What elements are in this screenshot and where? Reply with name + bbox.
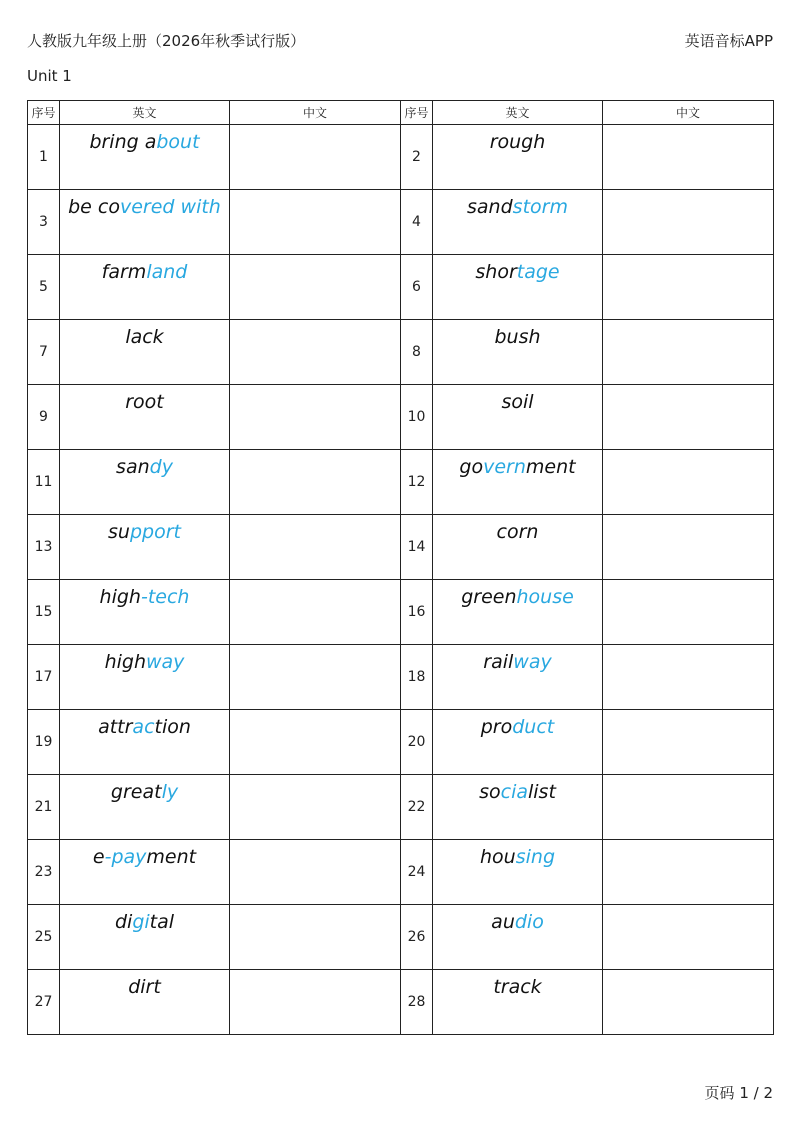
row-number: 2 [401, 125, 433, 190]
english-word-cell [60, 775, 230, 840]
table-row [28, 125, 774, 190]
english-word [433, 775, 602, 803]
header-chinese: 中文 [230, 101, 401, 125]
table-row [28, 905, 774, 970]
table-row [28, 645, 774, 710]
header-num: 序号 [28, 101, 60, 125]
word-segment-highlighted: duct [512, 716, 555, 738]
chinese-answer-cell[interactable] [603, 580, 774, 645]
row-number: 20 [401, 710, 433, 775]
row-number: 4 [401, 190, 433, 255]
table-row [28, 190, 774, 255]
word-segment: high [99, 586, 141, 608]
english-word [433, 905, 602, 933]
word-segment-highlighted: tage [516, 261, 560, 283]
row-number: 22 [401, 775, 433, 840]
unit-label: Unit 1 [27, 67, 72, 85]
english-word-cell [433, 775, 603, 840]
chinese-answer-cell[interactable] [230, 255, 401, 320]
word-segment: hou [480, 846, 516, 868]
word-segment-highlighted: way [146, 651, 185, 673]
english-word [60, 775, 229, 803]
english-word [60, 645, 229, 673]
row-number: 18 [401, 645, 433, 710]
english-word-cell [433, 645, 603, 710]
row-number: 10 [401, 385, 433, 450]
english-word [433, 840, 602, 868]
row-number: 25 [28, 905, 60, 970]
english-word-cell [433, 320, 603, 385]
chinese-answer-cell[interactable] [603, 255, 774, 320]
chinese-answer-cell[interactable] [230, 125, 401, 190]
english-word [60, 515, 229, 543]
row-number: 9 [28, 385, 60, 450]
row-number: 19 [28, 710, 60, 775]
english-word-cell [60, 450, 230, 515]
word-segment: track [493, 976, 542, 998]
english-word-cell [60, 645, 230, 710]
row-number: 11 [28, 450, 60, 515]
chinese-answer-cell[interactable] [603, 190, 774, 255]
english-word [60, 840, 229, 868]
word-segment: bring a [89, 131, 157, 153]
word-segment: ment [146, 846, 197, 868]
row-number: 7 [28, 320, 60, 385]
english-word [433, 450, 602, 478]
word-segment: green [461, 586, 517, 608]
english-word-cell [433, 450, 603, 515]
word-segment-highlighted: ac [132, 716, 155, 738]
header-chinese: 中文 [603, 101, 774, 125]
word-segment-highlighted: vern [483, 456, 526, 478]
english-word [433, 710, 602, 738]
row-number: 12 [401, 450, 433, 515]
word-segment: bush [494, 326, 541, 348]
word-segment: high [104, 651, 146, 673]
word-segment: go [459, 456, 484, 478]
chinese-answer-cell[interactable] [230, 580, 401, 645]
table-row [28, 710, 774, 775]
row-number: 16 [401, 580, 433, 645]
chinese-answer-cell[interactable] [603, 970, 774, 1035]
word-segment-highlighted: bout [156, 131, 200, 153]
chinese-answer-cell[interactable] [230, 840, 401, 905]
word-segment-highlighted: ly [161, 781, 179, 803]
chinese-answer-cell[interactable] [230, 970, 401, 1035]
word-segment-highlighted: pport [129, 521, 181, 543]
english-word [60, 190, 229, 218]
word-segment-highlighted: land [146, 261, 188, 283]
word-segment: farm [101, 261, 147, 283]
chinese-answer-cell[interactable] [230, 905, 401, 970]
chinese-answer-cell[interactable] [230, 190, 401, 255]
chinese-answer-cell[interactable] [603, 905, 774, 970]
row-number: 6 [401, 255, 433, 320]
word-segment-highlighted: dy [149, 456, 173, 478]
table-row [28, 450, 774, 515]
chinese-answer-cell[interactable] [230, 320, 401, 385]
english-word [60, 450, 229, 478]
word-segment-highlighted: cia [500, 781, 528, 803]
word-segment: tal [149, 911, 175, 933]
word-segment: san [116, 456, 150, 478]
table-body [28, 125, 774, 1035]
english-word [60, 905, 229, 933]
english-word [60, 320, 229, 348]
table-row [28, 970, 774, 1035]
word-segment: corn [496, 521, 539, 543]
word-segment: shor [475, 261, 517, 283]
row-number: 24 [401, 840, 433, 905]
word-segment: dirt [128, 976, 161, 998]
vocabulary-table [27, 100, 774, 1035]
chinese-answer-cell[interactable] [603, 515, 774, 580]
english-word-cell [60, 710, 230, 775]
table-row [28, 775, 774, 840]
english-word [433, 580, 602, 608]
word-segment: e [92, 846, 105, 868]
chinese-answer-cell[interactable] [603, 710, 774, 775]
word-segment: be co [68, 196, 120, 218]
word-segment-highlighted: dio [514, 911, 544, 933]
english-word [433, 125, 602, 153]
word-segment: su [108, 521, 130, 543]
word-segment: root [125, 391, 164, 413]
english-word-cell [60, 905, 230, 970]
row-number: 28 [401, 970, 433, 1035]
word-segment: soil [501, 391, 534, 413]
chinese-answer-cell[interactable] [603, 450, 774, 515]
row-number: 15 [28, 580, 60, 645]
row-number: 27 [28, 970, 60, 1035]
header-english: 英文 [433, 101, 603, 125]
chinese-answer-cell[interactable] [230, 710, 401, 775]
english-word [433, 320, 602, 348]
chinese-answer-cell[interactable] [230, 775, 401, 840]
document-title: 人教版九年级上册（2026年秋季试行版） [27, 32, 306, 50]
english-word-cell [60, 125, 230, 190]
word-segment: sand [467, 196, 513, 218]
table-row [28, 515, 774, 580]
word-segment: di [114, 911, 133, 933]
chinese-answer-cell[interactable] [603, 645, 774, 710]
table-row [28, 580, 774, 645]
word-segment-highlighted: way [513, 651, 552, 673]
word-segment: tion [154, 716, 191, 738]
word-segment: rough [489, 131, 546, 153]
word-segment-highlighted: vered with [120, 196, 221, 218]
page-number: 页码 1 / 2 [704, 1084, 773, 1102]
table-header-row [28, 101, 774, 125]
word-segment: so [479, 781, 501, 803]
row-number: 23 [28, 840, 60, 905]
table-row [28, 840, 774, 905]
row-number: 14 [401, 515, 433, 580]
app-name: 英语音标APP [684, 32, 773, 50]
english-word [433, 970, 602, 998]
english-word-cell [433, 125, 603, 190]
row-number: 17 [28, 645, 60, 710]
word-segment: ment [525, 456, 576, 478]
chinese-answer-cell[interactable] [603, 385, 774, 450]
word-segment-highlighted: -pay [104, 846, 147, 868]
row-number: 21 [28, 775, 60, 840]
english-word [433, 515, 602, 543]
english-word [60, 710, 229, 738]
english-word-cell [433, 710, 603, 775]
english-word-cell [433, 255, 603, 320]
english-word-cell [60, 840, 230, 905]
english-word-cell [60, 190, 230, 255]
english-word-cell [433, 580, 603, 645]
english-word-cell [60, 255, 230, 320]
english-word-cell [60, 970, 230, 1035]
english-word-cell [433, 905, 603, 970]
english-word [433, 645, 602, 673]
english-word [60, 255, 229, 283]
english-word-cell [433, 515, 603, 580]
chinese-answer-cell[interactable] [230, 645, 401, 710]
chinese-answer-cell[interactable] [603, 775, 774, 840]
table-row [28, 320, 774, 385]
header-english: 英文 [60, 101, 230, 125]
english-word-cell [60, 320, 230, 385]
header-num: 序号 [401, 101, 433, 125]
row-number: 5 [28, 255, 60, 320]
chinese-answer-cell[interactable] [603, 320, 774, 385]
english-word-cell [60, 385, 230, 450]
table-row [28, 255, 774, 320]
english-word [433, 190, 602, 218]
english-word [60, 580, 229, 608]
english-word [433, 385, 602, 413]
word-segment-highlighted: -tech [140, 586, 190, 608]
word-segment: pro [480, 716, 513, 738]
english-word-cell [433, 385, 603, 450]
row-number: 3 [28, 190, 60, 255]
english-word-cell [433, 840, 603, 905]
word-segment-highlighted: gi [132, 911, 150, 933]
row-number: 8 [401, 320, 433, 385]
word-segment-highlighted: sing [515, 846, 555, 868]
word-segment: lack [125, 326, 164, 348]
english-word-cell [60, 580, 230, 645]
english-word [60, 125, 229, 153]
chinese-answer-cell[interactable] [230, 515, 401, 580]
english-word-cell [433, 190, 603, 255]
row-number: 13 [28, 515, 60, 580]
row-number: 1 [28, 125, 60, 190]
chinese-answer-cell[interactable] [230, 450, 401, 515]
word-segment: list [528, 781, 556, 803]
word-segment: rail [483, 651, 514, 673]
word-segment-highlighted: storm [512, 196, 568, 218]
word-segment: au [491, 911, 515, 933]
word-segment: attr [98, 716, 133, 738]
chinese-answer-cell[interactable] [603, 840, 774, 905]
row-number: 26 [401, 905, 433, 970]
word-segment: great [110, 781, 162, 803]
word-segment-highlighted: house [516, 586, 574, 608]
english-word [60, 385, 229, 413]
chinese-answer-cell[interactable] [603, 125, 774, 190]
english-word-cell [433, 970, 603, 1035]
english-word [433, 255, 602, 283]
english-word [60, 970, 229, 998]
english-word-cell [60, 515, 230, 580]
chinese-answer-cell[interactable] [230, 385, 401, 450]
table-row [28, 385, 774, 450]
